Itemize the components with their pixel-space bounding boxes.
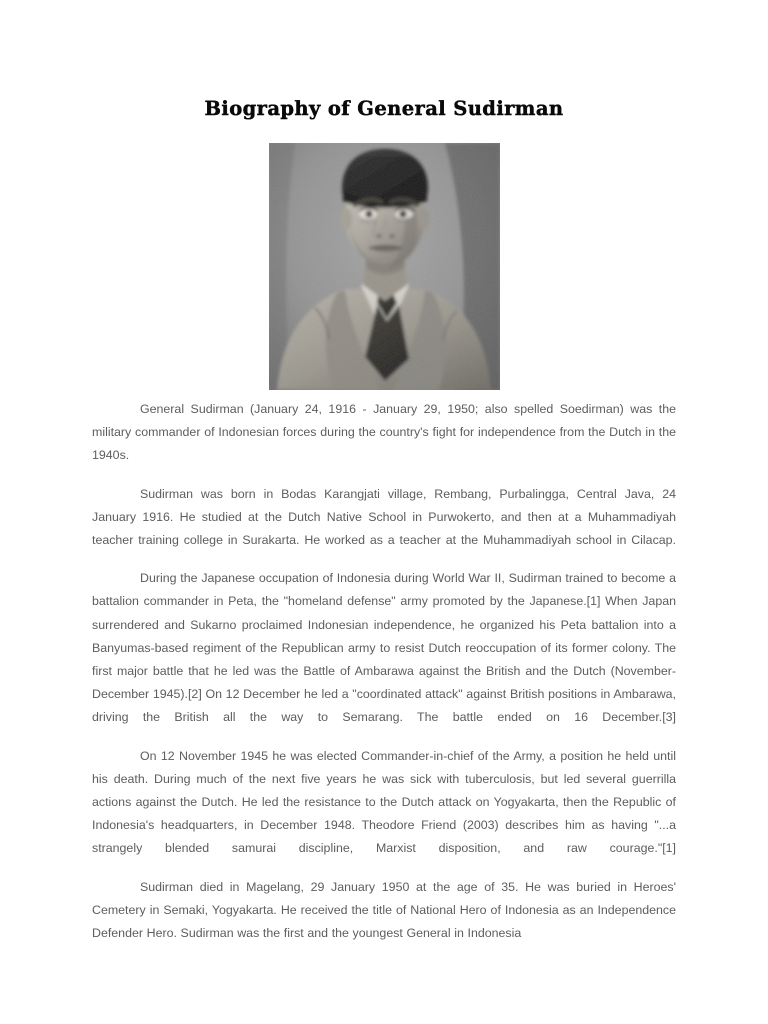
- paragraph-3: During the Japanese occupation of Indonesia during World War II, Sudirman trained to become a battalion commander in Peta, the "homeland defense" army promoted by the Japanese.[1] When Japan surrendered and Sukarno proclaimed Indonesian independence, he organized his Peta battalion into a Banyumas-based regiment of the Republican army to resist Dutch reoccupation of its former colony. The first major battle that he led was the Battle of Ambarawa against the British and the Dutch (November-December 1945).[2] On 12 December he led a "coordinated attack" against British positions in Ambarawa, driving the British all the way to Semarang. The battle ended on 16 December.[3]: [92, 571, 676, 725]
- paragraph-4: On 12 November 1945 he was elected Commander-in-chief of the Army, a position he held until his death. During much of the next five years he was sick with tuberculosis, but led several guerrilla actions against the Dutch. He led the resistance to the Dutch attack on Yogyakarta, then the Republic of Indonesia's headquarters, in December 1948. Theodore Friend (2003) describes him as having "...a strangely blended samurai discipline, Marxist disposition, and raw courage."[1]: [92, 748, 676, 856]
- paragraph-2: Sudirman was born in Bodas Karangjati village, Rembang, Purbalingga, Central Java, 24 January 1916. He studied at the Dutch Native School in Purwokerto, and then at a Muhammadiyah teacher training college in Surakarta. He worked as a teacher at the Muhammadiyah school in Cilacap.: [92, 486, 676, 548]
- portrait-photo: [269, 143, 500, 390]
- article-body: [92, 398, 676, 945]
- portrait-photo-image: [269, 143, 500, 390]
- paragraph-5: Sudirman died in Magelang, 29 January 1950 at the age of 35. He was buried in Heroes' Cemetery in Semaki, Yogyakarta. He received the title of National Hero of Indonesia as an Independence Defender Hero. Sudirman was the first and the youngest General in Indonesia: [92, 879, 676, 941]
- paragraph-1: General Sudirman (January 24, 1916 - January 29, 1950; also spelled Soedirman) was the military commander of Indonesian forces during the country's fight for independence from the Dutch in the 1940s.: [92, 402, 676, 463]
- page-title: Biography of General Sudirman: [204, 97, 564, 121]
